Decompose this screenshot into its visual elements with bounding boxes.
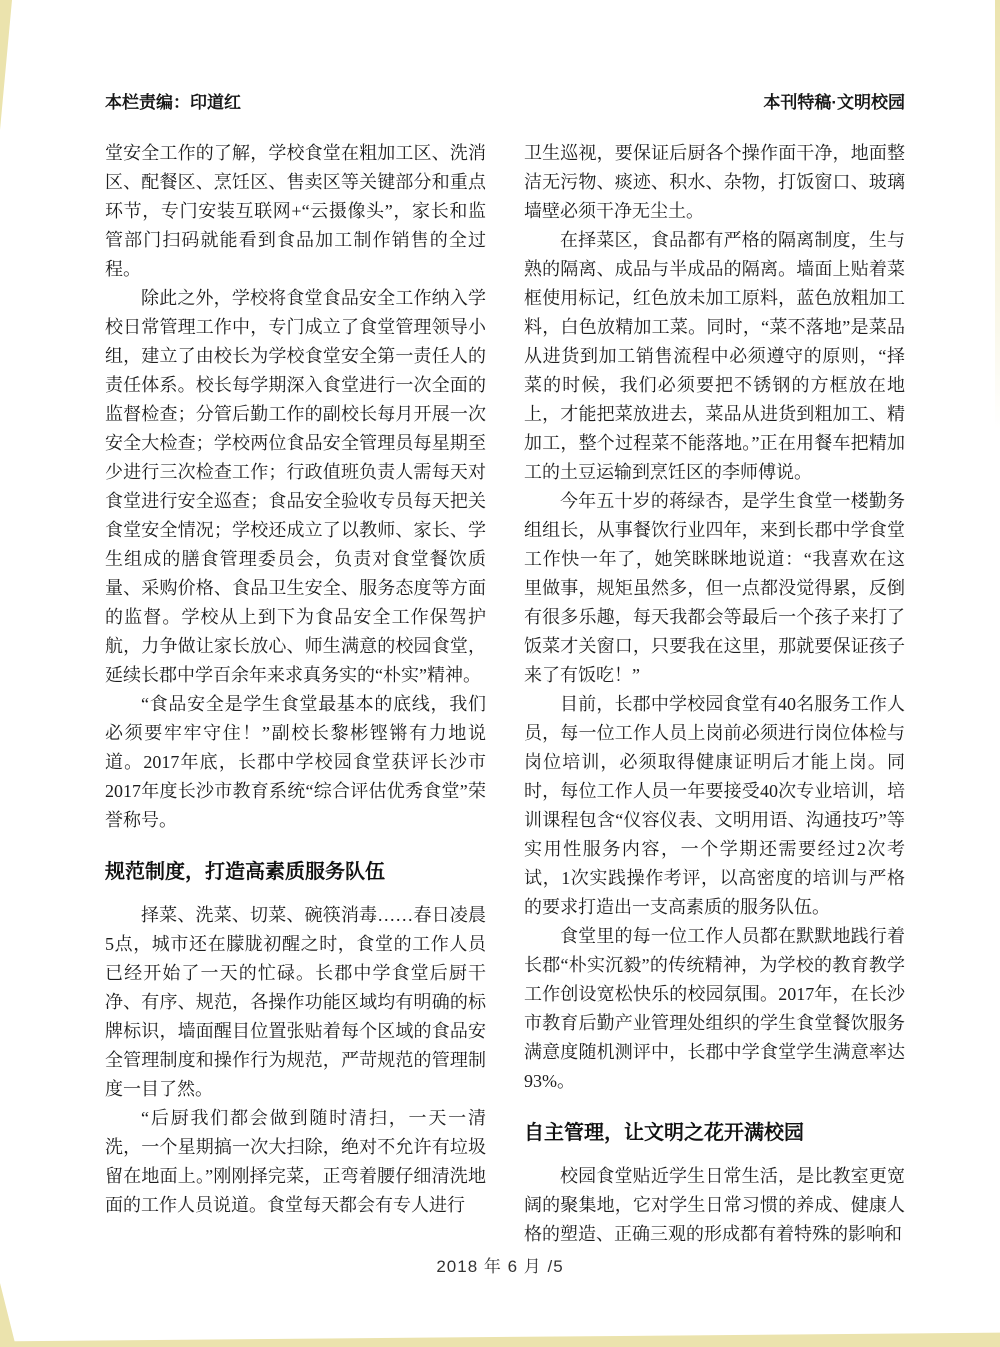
header-editor-credit: 本栏责编：印道红 — [105, 93, 241, 112]
paragraph: “后厨我们都会做到随时清扫，一天一清洗，一个星期搞一次大扫除，绝对不允许有垃圾留在地面上。”刚刚择完菜，正弯着腰仔细清洗地面的工作人员说道。食堂每天都会有专人进行 — [105, 1108, 486, 1215]
page-header — [105, 88, 905, 113]
page-number: 2018 年 6 月 /5 — [436, 1257, 564, 1276]
paragraph: 卫生巡视，要保证后厨各个操作面干净，地面整洁无污物、痰迹、积水、杂物，打饭窗口、玻璃墙壁必须干净无尘土。 — [524, 143, 905, 221]
paragraph: 目前，长郡中学校园食堂有40名服务工作人员，每一位工作人员上岗前必须进行岗位体检与岗位培训，必须取得健康证明后才能上岗。同时，每位工作人员一年要接受40次专业培训，培训课程包含“仪容仪表、文明用语、沟通技巧”等实用性服务内容，一个学期还需要经过2次考试，1次实践操作考评，以高密度的培训与严格的要求打造出一支高素质的服务队伍。 — [524, 694, 905, 917]
right-column — [524, 139, 905, 1249]
left-column — [105, 139, 486, 1249]
scan-edge-bottom-left — [0, 1283, 16, 1347]
header-section-title: 本刊特稿·文明校园 — [763, 93, 905, 112]
scan-edge-top-left — [0, 0, 12, 130]
paragraph: 择菜、洗菜、切菜、碗筷消毒……春日凌晨5点，城市还在朦胧初醒之时，食堂的工作人员已经开始了一天的忙碌。长郡中学食堂后厨干净、有序、规范，各操作功能区域均有明确的标牌标识，墙面醒目位置张贴着每个区域的食品安全管理制度和操作行为规范，严苛规范的管理制度一目了然。 — [105, 905, 486, 1099]
paragraph: “食品安全是学生食堂最基本的底线，我们必须要牢牢守住！”副校长黎彬铿锵有力地说道。2017年底，长郡中学校园食堂获评长沙市2017年度长沙市教育系统“综合评估优秀食堂”荣誉称号。 — [105, 694, 486, 830]
paragraph: 除此之外，学校将食堂食品安全工作纳入学校日常管理工作中，专门成立了食堂管理领导小组，建立了由校长为学校食堂安全第一责任人的责任体系。校长每学期深入食堂进行一次全面的监督检查；分管后勤工作的副校长每月开展一次安全大检查；学校两位食品安全管理员每星期至少进行三次检查工作；行政值班负责人需每天对食堂进行安全巡查；食品安全验收专员每天把关食堂安全情况；学校还成立了以教师、家长、学生组成的膳食管理委员会，负责对食堂餐饮质量、采购价格、食品卫生安全、服务态度等方面的监督。学校从上到下为食品安全工作保驾护航，力争做让家长放心、师生满意的校园食堂，延续长郡中学百余年来求真务实的“朴实”精神。 — [105, 288, 486, 685]
scan-edge-bottom — [0, 1332, 1000, 1347]
scan-edge-right — [995, 0, 1000, 430]
paragraph: 校园食堂贴近学生日常生活，是比教室更宽阔的聚集地，它对学生日常习惯的养成、健康人格的塑造、正确三观的形成都有着特殊的影响和 — [524, 1166, 905, 1244]
paragraph: 今年五十岁的蒋绿杏，是学生食堂一楼勤务组组长，从事餐饮行业四年，来到长郡中学食堂工作快一年了，她笑眯眯地说道：“我喜欢在这里做事，规矩虽然多，但一点都没觉得累，反倒有很多乐趣，每天我都会等最后一个孩子来打了饭菜才关窗口，只要我在这里，那就要保证孩子来了有饭吃！” — [524, 491, 905, 685]
article-body — [105, 139, 905, 1249]
paragraph: 在择菜区，食品都有严格的隔离制度，生与熟的隔离、成品与半成品的隔离。墙面上贴着菜框使用标记，红色放未加工原料，蓝色放粗加工料，白色放精加工菜。同时，“菜不落地”是菜品从进货到加工销售流程中必须遵守的原则，“择菜的时候，我们必须要把不锈钢的方框放在地上，才能把菜放进去，菜品从进货到粗加工、精加工，整个过程菜不能落地。”正在用餐车把精加工的土豆运输到烹饪区的李师傅说。 — [524, 230, 905, 482]
paragraph: 食堂里的每一位工作人员都在默默地践行着长郡“朴实沉毅”的传统精神，为学校的教育教学工作创设宽松快乐的校园氛围。2017年，在长沙市教育后勤产业管理处组织的学生食堂餐饮服务满意度随机测评中，长郡中学食堂学生满意率达93%。 — [524, 926, 905, 1091]
section-heading: 自主管理，让文明之花开满校园 — [524, 1122, 804, 1144]
paragraph: 堂安全工作的了解，学校食堂在粗加工区、洗消区、配餐区、烹饪区、售卖区等关键部分和重点环节，专门安装互联网+“云摄像头”，家长和监管部门扫码就能看到食品加工制作销售的全过程。 — [105, 143, 486, 279]
section-heading: 规范制度，打造高素质服务队伍 — [105, 861, 385, 883]
